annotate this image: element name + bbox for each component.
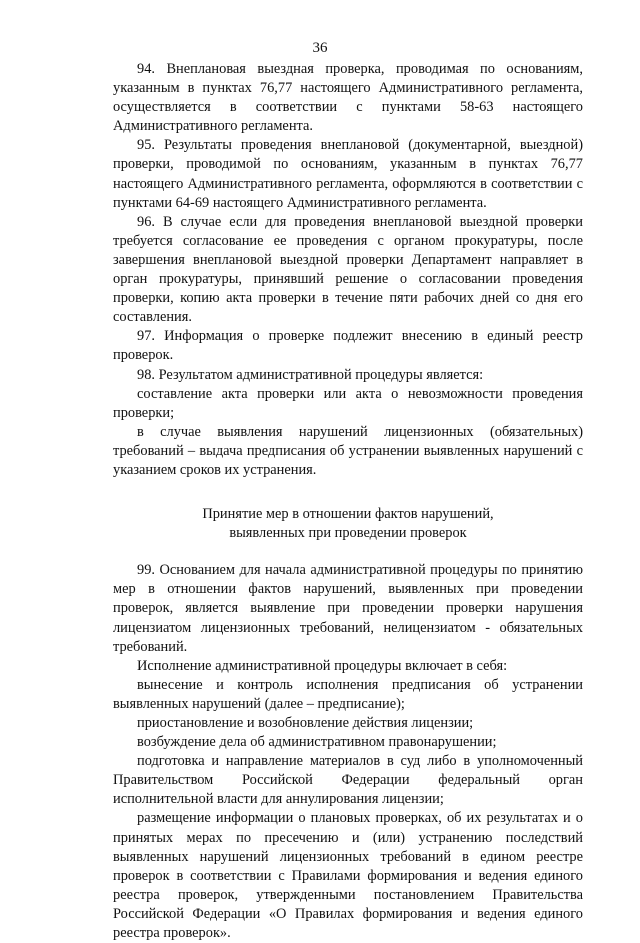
paragraph-95: 95. Результаты проведения внеплановой (документарной, выездной) проверки, проводимой по основаниям, указанным в пунктах 76,77 настоящего Административного регламента, оформляются в соответствии с пунктами 64-69 настоящего Административного регламента. xyxy=(113,137,583,211)
paragraph-98: 98. Результатом административной процедуры является: xyxy=(137,366,484,383)
section-heading-line-2: выявленных при проведении проверок xyxy=(229,525,467,542)
paragraph-96: 96. В случае если для проведения внеплановой выездной проверки требуется согласование ее проведения с органом прокуратуры, после завершения внеплановой выездной проверки Департамент направляет в орган прокуратуры, принявший решение о согласовании проведения проверки, копию акта проверки в течение пяти рабочих дней со дня его составления. xyxy=(113,213,583,326)
paragraph-99: 99. Основанием для начала административной процедуры по принятию мер в отношении фактов нарушений, выявленных при проведении проверок, является выявление при проведении проверки нарушения лицензиатом лицензионных требований, нелицензиатом - обязательных требований. xyxy=(113,562,583,655)
section-heading-line-1: Принятие мер в отношении фактов нарушений, xyxy=(202,506,494,523)
list-item-result-order: в случае выявления нарушений лицензионных (обязательных) требований – выдача предписания об устранении выявленных нарушений с указанием сроков их устранения. xyxy=(113,423,583,478)
list-item-administrative-case: возбуждение дела об административном правонарушении; xyxy=(137,734,497,751)
list-item-order-issuance: вынесение и контроль исполнения предписания об устранении выявленных нарушений (далее – предписание); xyxy=(113,676,583,712)
page-number: 36 xyxy=(312,40,328,56)
list-item-license-suspension: приостановление и возобновление действия лицензии; xyxy=(137,715,474,731)
section-heading xyxy=(113,505,583,543)
paragraph-97: 97. Информация о проверке подлежит внесению в единый реестр проверок. xyxy=(113,328,583,364)
list-item-result-act: составление акта проверки или акта о невозможности проведения проверки; xyxy=(113,385,583,421)
paragraph-procedure-includes: Исполнение административной процедуры включает в себя: xyxy=(137,657,508,674)
document-body xyxy=(113,60,583,943)
list-item-registry-information: размещение информации о плановых проверках, об их результатах и о принятых мерах по пресечению и (или) устранению последствий выявленных нарушений лицензионных требований в едином реестре проверок в соответствии с Правилами формирования и ведения единого реестра проверок, утвержденными постановлением Правительства Российской Федерации «О Правилах формирования и ведения единого реестра проверок». xyxy=(113,810,583,942)
list-item-court-materials: подготовка и направление материалов в суд либо в уполномоченный Правительством Российской Федерации федеральный орган исполнительной власти для аннулирования лицензии; xyxy=(113,753,583,808)
section-gap xyxy=(113,480,583,492)
paragraph-94: 94. Внеплановая выездная проверка, проводимая по основаниям, указанным в пунктах 76,77 настоящего Административного регламента, осуществляется в соответствии с пунктами 58-63 настоящего Административного регламента. xyxy=(113,61,583,135)
